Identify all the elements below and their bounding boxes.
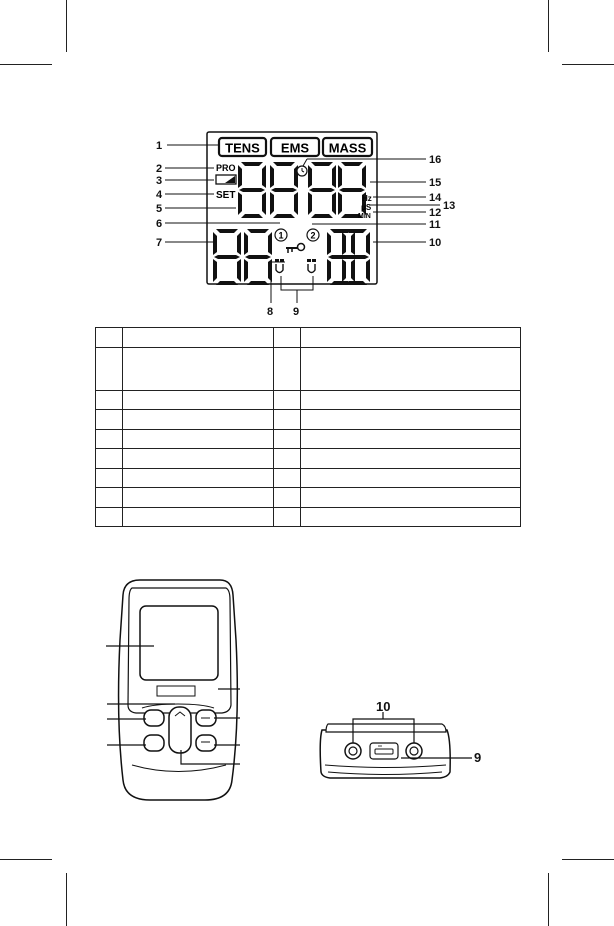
channel-1-marker	[275, 229, 287, 241]
table-cell	[96, 430, 123, 449]
crop-mark	[548, 873, 549, 926]
callout-4: 4	[156, 189, 163, 201]
table-cell	[274, 410, 301, 430]
min-label: MIN	[358, 213, 371, 220]
device-bottom-view	[320, 724, 450, 778]
lcd-diagram	[0, 0, 614, 330]
table-cell	[123, 469, 274, 488]
callout-12: 12	[429, 207, 442, 219]
callout-6: 6	[156, 218, 163, 230]
table-cell	[96, 488, 123, 508]
table-cell	[274, 430, 301, 449]
button-right-bottom	[196, 735, 216, 751]
device-front	[119, 580, 238, 800]
callout-8: 8	[267, 306, 274, 318]
timer-icon	[297, 166, 307, 176]
crop-mark	[66, 873, 67, 926]
crop-mark	[562, 859, 614, 860]
table-row	[96, 391, 521, 410]
table-cell	[123, 430, 274, 449]
table-cell	[96, 469, 123, 488]
table-cell	[123, 449, 274, 469]
mode-mass-box	[323, 138, 372, 156]
usb-port	[370, 743, 398, 759]
table-cell	[301, 449, 521, 469]
electrode-port-1	[345, 743, 361, 759]
mode-mass-label: MASS	[328, 140, 367, 156]
table-cell	[301, 348, 521, 391]
table-cell	[274, 391, 301, 410]
device-screen	[140, 606, 218, 680]
callout-7: 7	[156, 237, 163, 249]
us-label: μS	[361, 203, 372, 212]
callout-2: 2	[156, 163, 163, 175]
table-row	[96, 410, 521, 430]
mode-ems-label: EMS	[280, 140, 310, 156]
table-cell	[301, 508, 521, 527]
table-row	[96, 328, 521, 348]
table-cell	[96, 410, 123, 430]
table-cell	[274, 449, 301, 469]
table-cell	[123, 508, 274, 527]
mode-tens-box	[219, 138, 266, 156]
button-left-top	[144, 710, 164, 726]
callout-16: 16	[429, 154, 442, 166]
hz-label: Hz	[362, 194, 372, 203]
callout-13: 13	[443, 200, 456, 212]
table-row	[96, 508, 521, 527]
svg-text:2: 2	[310, 230, 316, 241]
channel-2-marker	[307, 229, 319, 241]
table-cell	[301, 410, 521, 430]
table-row	[96, 488, 521, 508]
callout-1: 1	[156, 140, 163, 152]
button-left-bottom	[144, 735, 164, 751]
svg-text:1: 1	[278, 230, 284, 241]
table-row	[96, 348, 521, 391]
table-cell	[274, 348, 301, 391]
table-cell	[301, 391, 521, 410]
table-cell	[301, 430, 521, 449]
callout-5: 5	[156, 203, 163, 215]
callout-11: 11	[429, 219, 441, 231]
table-cell	[123, 328, 274, 348]
table-cell	[123, 348, 274, 391]
electrode-port-2	[406, 743, 422, 759]
table-cell	[274, 328, 301, 348]
battery-icon	[216, 175, 236, 184]
table-cell	[274, 488, 301, 508]
table-row	[96, 469, 521, 488]
table-cell	[123, 488, 274, 508]
mode-tens-label: TENS	[225, 140, 260, 156]
bottom-callout-10: 10	[376, 699, 391, 714]
table-cell	[123, 410, 274, 430]
callout-14: 14	[429, 192, 442, 204]
table-cell	[274, 508, 301, 527]
table-cell	[96, 348, 123, 391]
table-cell	[301, 469, 521, 488]
callout-9: 9	[293, 306, 300, 318]
power-button	[169, 707, 191, 753]
table-row	[96, 430, 521, 449]
table-row	[96, 449, 521, 469]
legend-table	[95, 327, 521, 527]
table-cell	[96, 449, 123, 469]
table-cell	[96, 391, 123, 410]
pro-indicator: PRO	[216, 163, 236, 173]
callout-15: 15	[429, 177, 442, 189]
table-cell	[123, 391, 274, 410]
set-indicator: SET	[216, 190, 236, 201]
mode-ems-box	[271, 138, 319, 156]
table-cell	[301, 488, 521, 508]
device-logo-plate	[157, 686, 195, 696]
bottom-callout-9: 9	[474, 750, 482, 765]
table-cell	[274, 469, 301, 488]
device-diagram	[0, 560, 614, 820]
table-cell	[96, 508, 123, 527]
crop-mark	[0, 859, 52, 860]
table-cell	[301, 328, 521, 348]
table-cell	[96, 328, 123, 348]
callout-3: 3	[156, 175, 163, 187]
callout-10: 10	[429, 237, 442, 249]
